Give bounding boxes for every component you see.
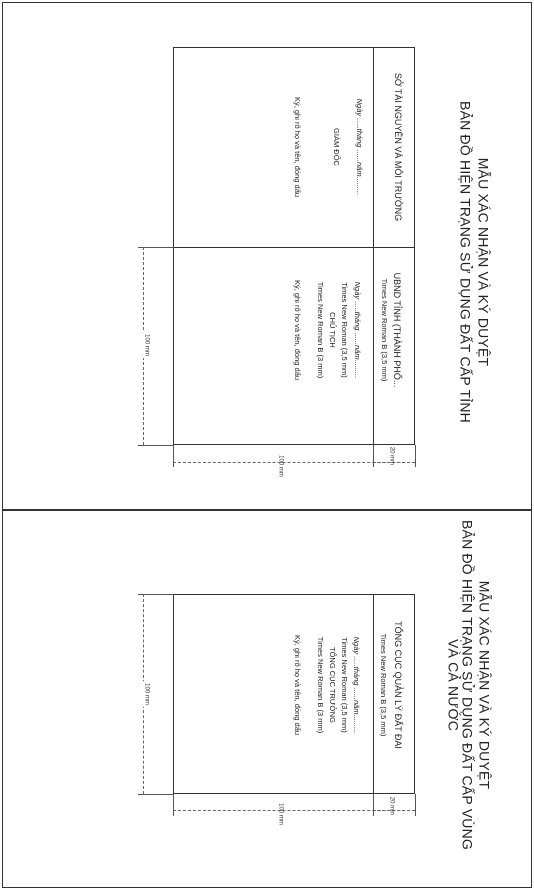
page1-right-header-line [373, 247, 374, 445]
page1-dim-height-tick-bottom [138, 445, 174, 446]
page2-dim-height-label: 100 mm [143, 683, 150, 705]
page2-header-line [373, 594, 374, 794]
page1-dim-height-tick-top [138, 247, 174, 248]
page2-position: TỔNG CỤC TRƯỞNG [328, 646, 338, 724]
page1-dim-width-tick-right [415, 445, 416, 467]
page1-right-position-font: Times New Roman B (3 mm) [316, 281, 326, 379]
page2-position-font: Times New Roman B (3 mm) [316, 636, 326, 734]
page2-org-font: Times New Roman B (3,5 mm) [379, 633, 389, 737]
page1-right-org-font: Times New Roman B (3,5 mm) [380, 278, 390, 382]
page1-left-sign-note: Ký, ghi rõ họ và tên, đóng dấu [293, 96, 303, 198]
page1-left-date: Ngày .....tháng ......năm......... [355, 98, 365, 196]
page1-title-line2: BẢN ĐỒ HIỆN TRẠNG SỬ DỤNG ĐẤT CẤP TỈNH [457, 101, 474, 423]
page1-dim-header-tick [373, 445, 374, 467]
page2-title-line3: VÀ CẢ NƯỚC [445, 638, 462, 732]
page1-right-date-font: Times New Roman (3,5 mm) [340, 282, 350, 378]
page1-title-line1: MẪU XÁC NHẬN VÀ KÝ DUYỆT [475, 157, 492, 367]
page1-left-position: GIÁM ĐỐC [332, 128, 342, 166]
page1-dim-width-label: 100 mm [277, 455, 284, 477]
page2-title-line2: BẢN ĐỒ HIỆN TRẠNG SỬ DỤNG ĐẤT CẤP VÙNG [459, 520, 476, 850]
page2-title-line1: MẪU XÁC NHẬN VÀ KÝ DUYỆT [476, 580, 493, 790]
page1-right-date: Ngày .....tháng ......năm......... [353, 281, 363, 379]
page1-dim-header-label: 20 mm [388, 446, 395, 466]
page1-right-sign-note: Ký, ghi rõ họ và tên, đóng dấu [293, 279, 303, 381]
page2-dim-header-label: 20 mm [388, 796, 395, 816]
page2-sign-note: Ký, ghi rõ họ và tên, đóng dấu [293, 634, 303, 736]
page2-org: TỔNG CỤC QUẢN LÝ ĐẤT ĐAI [392, 621, 403, 749]
page2-dim-width-label: 100 mm [277, 803, 284, 825]
page1-right-position: CHỦ TỊCH [328, 312, 338, 348]
page1-right-org: UBND TỈNH (THÀNH PHỐ... [391, 272, 402, 388]
page2-dim-width-tick-left [173, 794, 174, 816]
page1-dim-width-tick-left [173, 445, 174, 467]
page1-left-header-line [373, 47, 374, 247]
page2-dim-height-tick-top [138, 594, 174, 595]
page2-dim-height-tick-bottom [138, 794, 174, 795]
page1-left-org: SỞ TÀI NGUYÊN VÀ MÔI TRƯỜNG [392, 72, 403, 222]
page1-dim-height-label: 100 mm [143, 334, 150, 356]
page2-date-font: Times New Roman (3,5 mm) [340, 637, 350, 733]
page2-dim-header-tick [373, 794, 374, 816]
page2-date: Ngày .....tháng ......năm......... [352, 636, 362, 734]
page2-dim-width-tick-right [415, 794, 416, 816]
